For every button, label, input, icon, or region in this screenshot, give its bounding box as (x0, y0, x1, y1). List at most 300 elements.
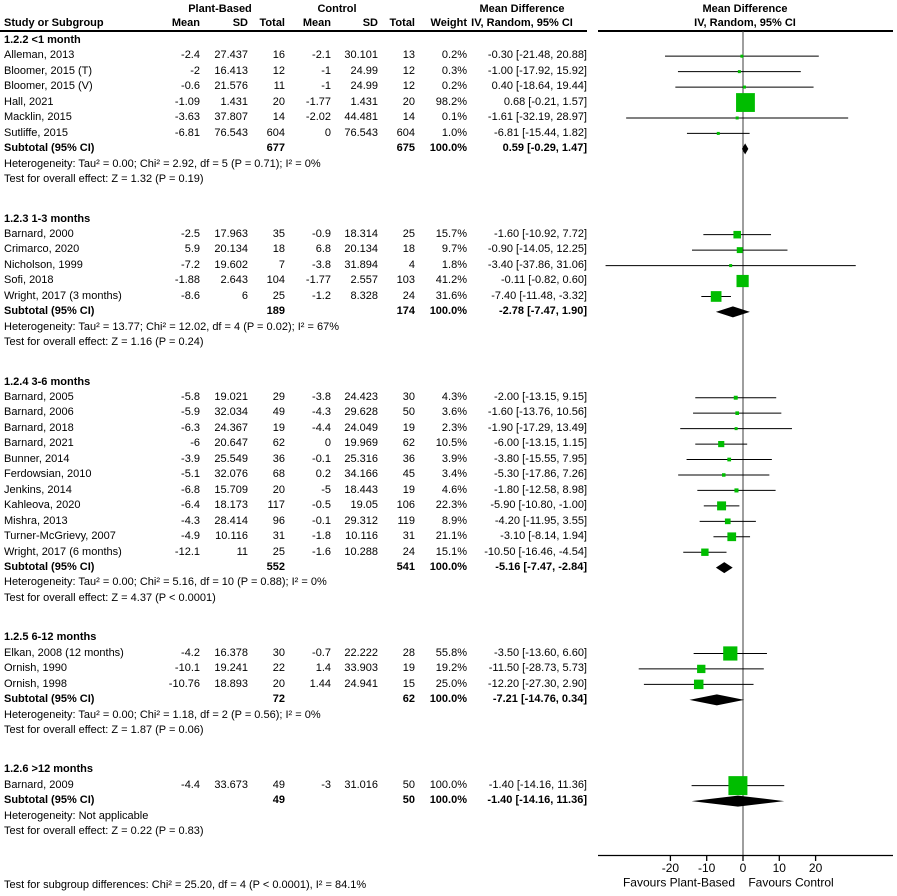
study-row (0, 110, 897, 126)
study-ci: -11.50 [-28.73, 5.73] (488, 662, 587, 675)
weight-header: Weight (430, 17, 467, 29)
subtotal-n2: 62 (402, 693, 415, 706)
subtotal-n1: 72 (272, 693, 285, 706)
study-row (0, 289, 897, 305)
study-n1: 49 (272, 778, 285, 791)
x-axis-tick-label: 10 (772, 861, 786, 875)
study-sd2: 44.481 (344, 111, 378, 124)
subtotal-n1: 189 (266, 305, 285, 318)
study-sd1: 16.378 (214, 646, 248, 659)
study-w: 21.1% (435, 530, 467, 543)
study-ci: -5.90 [-10.80, -1.00] (490, 499, 587, 512)
study-label: Alleman, 2013 (4, 49, 75, 62)
study-m1: -10.76 (168, 677, 200, 690)
subtotal-n1: 677 (266, 142, 285, 155)
study-ci: -1.80 [-12.58, 8.98] (494, 483, 587, 496)
study-n2: 50 (402, 778, 415, 791)
study-row (0, 390, 897, 406)
study-m2: -1.77 (305, 95, 331, 108)
study-w: 41.2% (435, 274, 467, 287)
study-row (0, 436, 897, 452)
study-w: 100.0% (429, 778, 467, 791)
subtotal-n2: 50 (402, 794, 415, 807)
study-m1: -4.3 (181, 514, 200, 527)
heterogeneity-text: Heterogeneity: Not applicable (4, 809, 149, 822)
study-ci: -0.90 [-14.05, 12.25] (487, 243, 587, 256)
study-sd1: 19.241 (214, 662, 248, 675)
study-n2: 28 (402, 646, 415, 659)
study-w: 1.8% (441, 258, 467, 271)
study-sd2: 29.628 (344, 406, 378, 419)
study-label: Barnard, 2021 (4, 437, 74, 450)
subtotal-weight: 100.0% (429, 305, 467, 318)
heterogeneity-row (0, 809, 897, 825)
study-ci: -1.61 [-32.19, 28.97] (487, 111, 587, 124)
study-sd1: 18.173 (214, 499, 248, 512)
subtotal-n1: 552 (266, 560, 285, 573)
study-m2: 0.2 (315, 468, 331, 481)
study-ci: -3.80 [-15.55, 7.95] (494, 452, 587, 465)
study-sd1: 24.367 (214, 421, 248, 434)
study-label: Jenkins, 2014 (4, 483, 72, 496)
heterogeneity-row (0, 708, 897, 724)
subtotal-label: Subtotal (95% CI) (4, 693, 95, 706)
study-m2: -5 (321, 483, 331, 496)
study-label: Barnard, 2000 (4, 227, 74, 240)
study-n1: 22 (272, 662, 285, 675)
study-n2: 604 (396, 126, 415, 139)
study-m1: -4.4 (181, 778, 200, 791)
study-sd1: 16.413 (214, 64, 248, 77)
study-n1: 20 (272, 677, 285, 690)
subtotal-ci: 0.59 [-0.29, 1.47] (502, 142, 587, 155)
plant-sd-header: SD (232, 17, 248, 29)
study-label: Ornish, 1990 (4, 662, 67, 675)
study-n2: 12 (402, 64, 415, 77)
study-ci: -3.10 [-8.14, 1.94] (500, 530, 587, 543)
study-n2: 15 (402, 677, 415, 690)
subtotal-row (0, 141, 897, 157)
study-m1: 5.9 (184, 243, 200, 256)
study-w: 15.1% (435, 545, 467, 558)
study-m2: -2.02 (305, 111, 331, 124)
subtotal-n2: 541 (396, 560, 415, 573)
study-m2: -2.1 (312, 49, 331, 62)
subtotal-ci: -5.16 [-7.47, -2.84] (495, 560, 587, 573)
study-m2: -1.8 (312, 530, 331, 543)
study-row (0, 545, 897, 561)
study-ci: 0.68 [-0.21, 1.57] (503, 95, 587, 108)
study-n1: 20 (272, 483, 285, 496)
overall-effect-text: Test for overall effect: Z = 4.37 (P < 0.0001) (4, 591, 216, 604)
study-m2: -3.8 (312, 391, 331, 403)
study-ci: -6.81 [-15.44, 1.82] (494, 126, 587, 139)
subtotal-row (0, 560, 897, 576)
study-m1: -2.5 (181, 227, 200, 240)
study-label: Sofi, 2018 (4, 274, 54, 287)
study-sd2: 31.894 (344, 258, 378, 271)
study-w: 25.0% (435, 677, 467, 690)
md-column-subheader: IV, Random, 95% CI (471, 17, 573, 29)
study-label: Barnard, 2009 (4, 778, 74, 791)
study-m1: -8.6 (181, 289, 200, 302)
study-m1: -2.4 (181, 49, 200, 62)
study-n2: 36 (402, 452, 415, 465)
study-m1: -5.1 (181, 468, 200, 481)
study-row (0, 498, 897, 514)
study-label: Bloomer, 2015 (V) (4, 80, 93, 93)
study-row (0, 64, 897, 80)
study-w: 31.6% (435, 289, 467, 302)
study-n2: 19 (402, 662, 415, 675)
x-axis-tick-label: 0 (739, 861, 747, 875)
group-header-plant-based: Plant-Based (188, 3, 252, 15)
subgroup-difference-test: Test for subgroup differences: Chi² = 25.20, df = 4 (P < 0.0001), I² = 84.1% (4, 879, 367, 891)
study-row (0, 467, 897, 483)
study-n2: 103 (396, 274, 415, 287)
study-row (0, 514, 897, 530)
heterogeneity-text: Heterogeneity: Tau² = 13.77; Chi² = 12.02, df = 4 (P = 0.02); I² = 67% (4, 320, 339, 333)
study-label: Ferdowsian, 2010 (4, 468, 92, 481)
study-ci: -1.60 [-13.76, 10.56] (487, 406, 587, 419)
subgroup-title-row (0, 762, 897, 778)
subgroup-title-row (0, 630, 897, 646)
study-n1: 19 (272, 421, 285, 434)
subtotal-weight: 100.0% (429, 560, 467, 573)
study-row (0, 529, 897, 545)
study-ci: -5.30 [-17.86, 7.26] (494, 468, 587, 481)
study-n2: 30 (402, 391, 415, 403)
study-sd2: 24.423 (344, 391, 378, 403)
study-ci: -1.60 [-10.92, 7.72] (494, 227, 587, 240)
study-w: 10.5% (435, 437, 467, 450)
x-axis-tick-label: -10 (698, 861, 716, 875)
study-m1: -0.6 (181, 80, 200, 93)
heterogeneity-row (0, 575, 897, 591)
study-sd1: 27.437 (214, 49, 248, 62)
study-m2: -4.4 (312, 421, 331, 434)
study-sd1: 18.893 (214, 677, 248, 690)
study-n2: 20 (402, 95, 415, 108)
study-ci: -0.11 [-0.82, 0.60] (500, 274, 587, 287)
x-axis-tick-label: -20 (661, 861, 680, 875)
study-m2: 1.44 (309, 677, 331, 690)
study-ci: -4.20 [-11.95, 3.55] (494, 514, 587, 527)
subtotal-row (0, 692, 897, 708)
study-row (0, 452, 897, 468)
study-n2: 24 (402, 545, 415, 558)
subtotal-label: Subtotal (95% CI) (4, 794, 95, 807)
study-n2: 12 (402, 80, 415, 93)
study-ci: -1.90 [-17.29, 13.49] (487, 421, 587, 434)
study-w: 19.2% (435, 662, 467, 675)
subtotal-row (0, 793, 897, 809)
study-n2: 4 (408, 258, 415, 271)
subgroup-title-row (0, 212, 897, 228)
study-m1: -1.88 (174, 274, 200, 287)
study-m1: -4.9 (181, 530, 200, 543)
study-sd2: 24.99 (350, 80, 378, 93)
study-w: 0.2% (441, 49, 467, 62)
study-ci: -3.50 [-13.60, 6.60] (494, 646, 587, 659)
study-sd2: 24.049 (344, 421, 378, 434)
subgroup-title-row (0, 375, 897, 391)
study-w: 3.6% (441, 406, 467, 419)
study-n2: 119 (397, 514, 415, 527)
study-sd2: 25.316 (344, 452, 378, 465)
study-sd2: 29.312 (344, 514, 378, 527)
plant-mean-header: Mean (171, 17, 200, 29)
study-row (0, 778, 897, 794)
md-column-title: Mean Difference (479, 3, 565, 15)
study-n1: 104 (266, 274, 285, 287)
study-sd1: 32.034 (214, 406, 248, 419)
study-row (0, 242, 897, 258)
study-n1: 31 (272, 530, 285, 543)
study-sd1: 33.673 (214, 778, 248, 791)
subgroup-title: 1.2.5 6-12 months (4, 631, 97, 644)
study-ci: -3.40 [-37.86, 31.06] (487, 258, 587, 271)
heterogeneity-text: Heterogeneity: Tau² = 0.00; Chi² = 5.16, df = 10 (P = 0.88); I² = 0% (4, 576, 327, 589)
study-m2: 0 (324, 437, 331, 450)
study-n2: 25 (402, 227, 415, 240)
study-n1: 14 (272, 111, 285, 124)
study-n1: 49 (272, 406, 285, 419)
study-m2: -0.7 (312, 646, 331, 659)
study-n2: 19 (402, 421, 415, 434)
study-m1: -5.8 (181, 391, 200, 403)
study-ci: -2.00 [-13.15, 9.15] (494, 391, 587, 403)
control-total-header: Total (389, 17, 415, 29)
study-label: Ornish, 1998 (4, 677, 67, 690)
study-n1: 20 (272, 95, 285, 108)
study-sd1: 28.414 (214, 514, 248, 527)
study-m2: -1.6 (312, 545, 331, 558)
study-sd1: 21.576 (214, 80, 248, 93)
overall-effect-text: Test for overall effect: Z = 1.87 (P = 0.06) (4, 724, 204, 736)
study-m1: -3.9 (181, 452, 200, 465)
study-sd1: 25.549 (214, 452, 248, 465)
plant-total-header: Total (259, 17, 285, 29)
study-w: 3.4% (441, 468, 467, 481)
study-m1: -10.1 (174, 662, 200, 675)
study-m2: -0.1 (312, 514, 331, 527)
overall-effect-row (0, 335, 897, 351)
group-header-control: Control (317, 3, 357, 15)
subtotal-weight: 100.0% (429, 693, 467, 706)
study-n2: 24 (402, 289, 415, 302)
heterogeneity-row (0, 320, 897, 336)
study-m2: -0.1 (312, 452, 331, 465)
study-sd2: 10.288 (344, 545, 378, 558)
favours-right-label: Favours Control (748, 875, 834, 890)
subgroup-title-row (0, 33, 897, 49)
study-row (0, 273, 897, 289)
study-m2: -3.8 (312, 258, 331, 271)
study-m1: -2 (190, 64, 200, 77)
study-n1: 29 (272, 391, 285, 403)
subtotal-row (0, 304, 897, 320)
subgroup-title: 1.2.4 3-6 months (4, 375, 91, 388)
study-w: 1.0% (441, 126, 467, 139)
study-m1: -6.4 (181, 499, 200, 512)
study-column-header: Study or Subgroup (4, 17, 104, 29)
overall-effect-row (0, 591, 897, 607)
subtotal-ci: -2.78 [-7.47, 1.90] (498, 305, 587, 318)
study-m2: -1 (321, 80, 331, 93)
study-ci: -1.00 [-17.92, 15.92] (487, 64, 587, 77)
study-label: Kahleova, 2020 (4, 499, 81, 512)
study-sd1: 19.602 (214, 258, 248, 271)
study-row (0, 677, 897, 693)
study-n1: 117 (267, 499, 285, 512)
study-row (0, 126, 897, 142)
study-n2: 45 (402, 468, 415, 481)
study-n2: 62 (402, 437, 415, 450)
study-n1: 16 (272, 49, 285, 62)
study-w: 15.7% (435, 227, 467, 240)
overall-effect-text: Test for overall effect: Z = 0.22 (P = 0.83) (4, 825, 204, 838)
study-sd2: 22.222 (344, 646, 378, 659)
study-w: 4.6% (441, 483, 467, 496)
control-sd-header: SD (362, 17, 378, 29)
study-w: 3.9% (441, 452, 467, 465)
study-sd1: 15.709 (214, 483, 248, 496)
study-n1: 62 (272, 437, 285, 450)
subtotal-weight: 100.0% (429, 142, 467, 155)
study-row (0, 421, 897, 437)
study-row (0, 227, 897, 243)
study-sd1: 19.021 (214, 391, 248, 403)
study-sd2: 19.969 (344, 437, 378, 450)
study-label: Sutliffe, 2015 (4, 126, 69, 139)
study-sd2: 18.443 (344, 483, 378, 496)
study-m1: -3.63 (174, 111, 200, 124)
study-sd1: 20.134 (214, 243, 248, 256)
study-n1: 12 (272, 64, 285, 77)
study-w: 2.3% (441, 421, 467, 434)
study-n2: 31 (402, 530, 415, 543)
study-m2: -1.2 (312, 289, 331, 302)
study-row (0, 646, 897, 662)
study-m1: -5.9 (181, 406, 200, 419)
study-n1: 7 (278, 258, 285, 271)
study-sd2: 1.431 (350, 95, 378, 108)
study-label: Barnard, 2006 (4, 406, 74, 419)
study-m2: -0.9 (312, 227, 331, 240)
study-sd2: 10.116 (345, 530, 378, 543)
study-m2: -0.5 (312, 499, 331, 512)
study-n2: 19 (402, 483, 415, 496)
subtotal-ci: -1.40 [-14.16, 11.36] (487, 794, 587, 807)
study-m1: -12.1 (174, 545, 200, 558)
subtotal-label: Subtotal (95% CI) (4, 142, 95, 155)
study-ci: -1.40 [-14.16, 11.36] (488, 778, 587, 791)
heterogeneity-text: Heterogeneity: Tau² = 0.00; Chi² = 1.18, df = 2 (P = 0.56); I² = 0% (4, 708, 321, 721)
study-sd2: 8.328 (350, 289, 378, 302)
subgroup-title: 1.2.2 <1 month (4, 34, 81, 46)
overall-effect-row (0, 172, 897, 188)
study-n1: 30 (272, 646, 285, 659)
study-row (0, 48, 897, 64)
study-w: 4.3% (441, 391, 467, 403)
study-n2: 13 (402, 49, 415, 62)
study-n2: 18 (402, 243, 415, 256)
study-sd1: 2.643 (220, 274, 248, 287)
favours-left-label: Favours Plant-Based (622, 875, 736, 890)
study-row (0, 483, 897, 499)
study-ci: -7.40 [-11.48, -3.32] (491, 289, 587, 302)
study-m1: -4.2 (181, 646, 200, 659)
study-n1: 35 (272, 227, 285, 240)
study-sd1: 6 (241, 289, 248, 302)
study-m2: -1 (321, 64, 331, 77)
study-sd1: 11 (236, 545, 248, 558)
study-label: Wright, 2017 (3 months) (4, 289, 122, 302)
study-n1: 96 (272, 514, 285, 527)
study-row (0, 79, 897, 95)
study-m2: 6.8 (315, 243, 331, 256)
study-sd2: 18.314 (344, 227, 378, 240)
study-w: 0.1% (441, 111, 467, 124)
study-sd2: 76.543 (344, 126, 378, 139)
study-label: Bunner, 2014 (4, 452, 70, 465)
study-sd1: 20.647 (214, 437, 248, 450)
subtotal-n1: 49 (272, 794, 285, 807)
study-m1: -6.8 (181, 483, 200, 496)
study-sd1: 76.543 (214, 126, 248, 139)
study-label: Bloomer, 2015 (T) (4, 64, 93, 77)
study-sd2: 33.903 (344, 662, 378, 675)
overall-effect-text: Test for overall effect: Z = 1.16 (P = 0.24) (4, 336, 204, 349)
study-m2: -3 (321, 778, 331, 791)
study-m2: 1.4 (315, 662, 331, 675)
overall-effect-row (0, 824, 897, 840)
study-label: Wright, 2017 (6 months) (4, 545, 122, 558)
study-row (0, 95, 897, 111)
study-ci: -10.50 [-16.46, -4.54] (484, 545, 587, 558)
subgroup-title: 1.2.3 1-3 months (4, 212, 91, 225)
study-n1: 25 (272, 289, 285, 302)
control-mean-header: Mean (302, 17, 331, 29)
study-label: Mishra, 2013 (4, 514, 68, 527)
study-w: 0.3% (441, 64, 467, 77)
x-axis-tick-label: 20 (808, 861, 823, 875)
study-label: Barnard, 2018 (4, 421, 74, 434)
study-sd2: 20.134 (344, 243, 378, 256)
subtotal-ci: -7.21 [-14.76, 0.34] (492, 693, 587, 706)
study-label: Elkan, 2008 (12 months) (4, 646, 124, 659)
study-m2: 0 (324, 126, 331, 139)
study-w: 9.7% (441, 243, 467, 256)
study-n1: 18 (272, 243, 285, 256)
study-row (0, 258, 897, 274)
heterogeneity-text: Heterogeneity: Tau² = 0.00; Chi² = 2.92, df = 5 (P = 0.71); I² = 0% (4, 157, 321, 170)
study-sd1: 32.076 (214, 468, 248, 481)
study-ci: 0.40 [-18.64, 19.44] (491, 80, 587, 93)
md-plot-subheader: IV, Random, 95% CI (694, 17, 796, 29)
study-ci: -12.20 [-27.30, 2.90] (487, 677, 587, 690)
study-label: Hall, 2021 (4, 95, 54, 108)
study-m1: -6.3 (181, 421, 200, 434)
study-w: 0.2% (441, 80, 467, 93)
study-label: Barnard, 2005 (4, 391, 74, 403)
study-label: Turner-McGrievy, 2007 (4, 530, 116, 543)
study-n2: 14 (402, 111, 415, 124)
study-label: Crimarco, 2020 (4, 243, 80, 256)
study-sd2: 31.016 (344, 778, 378, 791)
study-sd1: 10.116 (215, 530, 248, 543)
